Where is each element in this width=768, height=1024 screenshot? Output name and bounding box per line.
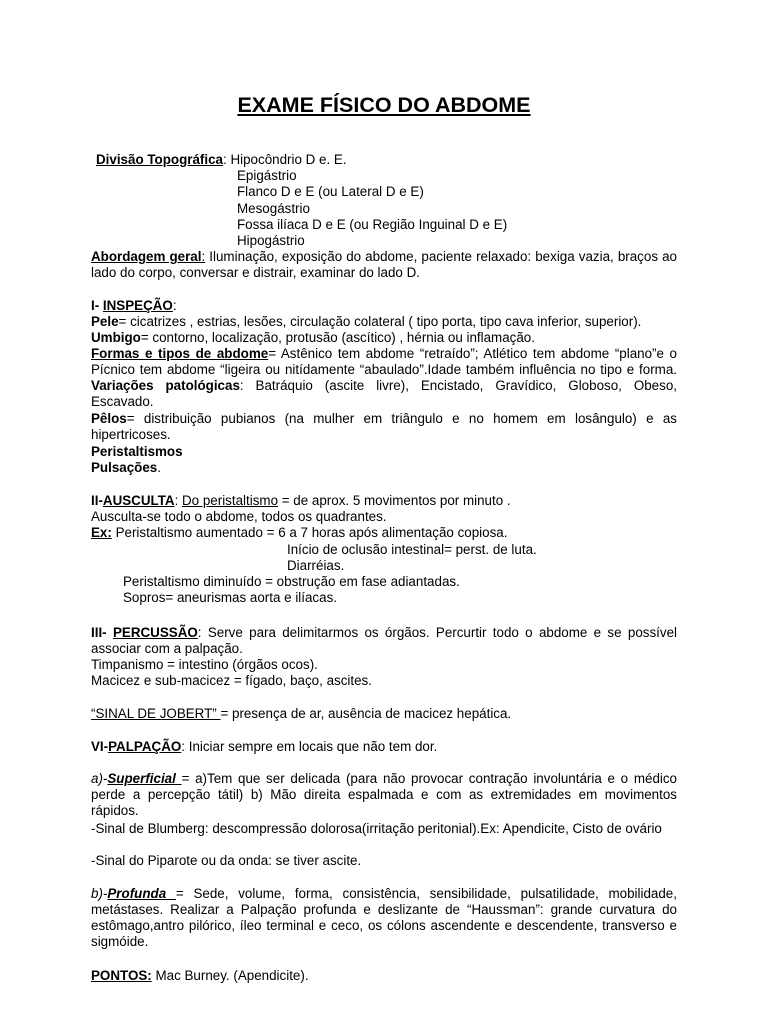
ausculta-sep: : <box>174 493 183 508</box>
percussao-paragraph <box>91 625 677 657</box>
palpacao-prefix: VI- <box>91 739 109 754</box>
percussao-text: : Serve para delimitarmos os órgãos. Percurtir todo o abdome e se possível associar com a palpação. <box>91 625 678 656</box>
inspecao-heading-line <box>91 298 177 314</box>
ausculta-text: = de aprox. 5 movimentos por minuto . <box>278 493 511 508</box>
pele-text: = cicatrizes , estrias, lesões, circulação colateral ( tipo porta, tipo cava inferior, superior). <box>118 314 642 329</box>
pelos-text: = distribuição pubianos (na mulher em triângulo e no homem em losângulo) e as hipertricoses. <box>91 411 677 442</box>
palpacao-heading-line <box>91 739 437 755</box>
profunda-prefix: b)- <box>91 886 108 901</box>
profunda-text: = Sede, volume, forma, consistência, sensibilidade, pulsatilidade, mobilidade, metástases. Realizar a Palpação profunda e deslizante de “Haussman”: grande curvatura do estômago,antro pilórico, íleo terminal e ceco, os cólons ascendente e descendente, transverso e sigmóide. <box>91 886 677 949</box>
ausculta-prefix: II- <box>91 493 103 508</box>
macicez-line: Macicez e sub-macicez = fígado, baço, ascites. <box>91 673 372 688</box>
formas-text: = Astênico tem abdome “retraído”; Atlético tem abdome “plano”e o Pícnico tem abdome “ligeira ou nitídamente “abaulado”.Idade também influência no tipo e forma. <box>91 346 678 377</box>
piparote-line: -Sinal do Piparote ou da onda: se tiver ascite. <box>91 853 362 868</box>
jobert-label: “SINAL DE JOBERT” <box>91 706 221 721</box>
variacoes-text: : Batráquio (ascite livre), Encistado, Gravídico, Globoso, Obeso, Escavado. <box>91 378 677 409</box>
formas-paragraph <box>91 346 677 410</box>
inspecao-heading: INSPEÇÃO <box>102 298 173 313</box>
topografia-item-1: Hipocôndrio D e. E. <box>230 152 347 167</box>
ausculta-diminuido: Peristaltismo diminuído = obstrução em fase adiantadas. <box>123 574 460 589</box>
pele-line <box>91 314 641 330</box>
percussao-heading: PERCUSSÃO <box>112 625 198 640</box>
ausculta-sopros: Sopros= aneurismas aorta e ilíacas. <box>123 590 337 605</box>
inspecao-colon: : <box>172 298 177 313</box>
topografia-item-5: Fossa ilíaca D e E (ou Região Inguinal D e E) <box>237 217 508 232</box>
umbigo-line <box>91 330 535 346</box>
timpanismo-line: Timpanismo = intestino (órgãos ocos). <box>91 657 318 672</box>
inspecao-prefix: I- <box>91 298 103 313</box>
topografia-item-3: Flanco D e E (ou Lateral D e E) <box>237 184 424 199</box>
blumberg-paragraph: -Sinal de Blumberg: descompressão dolorosa(irritação peritonial).Ex: Apendicite, Cisto de ovário <box>91 821 662 836</box>
ausculta-ex-cont1: Início de oclusão intestinal= perst. de luta. <box>287 542 537 557</box>
jobert-text: = presença de ar, ausência de macicez hepática. <box>220 706 512 721</box>
page-title: EXAME FÍSICO DO ABDOME <box>237 93 531 117</box>
pontos-label: PONTOS: <box>91 968 152 983</box>
umbigo-label: Umbigo <box>91 330 141 345</box>
ausculta-sub: Do peristaltismo <box>182 493 279 508</box>
topografia-line <box>96 152 347 168</box>
ausculta-ex-text: Peristaltismo aumentado = 6 a 7 horas após alimentação copiosa. <box>111 525 508 540</box>
abordagem-paragraph <box>91 249 677 281</box>
pontos-text: Mac Burney. (Apendicite). <box>151 968 309 983</box>
ausculta-example-line <box>91 525 507 541</box>
palpacao-text: : Iniciar sempre em locais que não tem dor. <box>181 739 438 754</box>
ausculta-ex-label: Ex: <box>91 525 112 540</box>
abordagem-label: Abordagem geral <box>91 249 202 264</box>
superficial-paragraph <box>91 771 677 819</box>
abordagem-text: Iluminação, exposição do abdome, paciente relaxado: bexiga vazia, braços ao lado do corpo, conversar e distrair, examinar do lado D. <box>91 249 677 280</box>
palpacao-heading: PALPAÇÃO <box>108 739 182 754</box>
topografia-label: Divisão Topográfica <box>96 152 223 167</box>
pulsacoes-tail: . <box>157 460 161 475</box>
jobert-line <box>91 706 511 722</box>
variacoes-label: Variações patológicas <box>91 378 240 393</box>
topografia-item-6: Hipogástrio <box>237 233 305 248</box>
pontos-line <box>91 968 309 984</box>
ausculta-line2: Ausculta-se todo o abdome, todos os quadrantes. <box>91 509 387 524</box>
percussao-prefix: III- <box>91 625 113 640</box>
umbigo-text: = contorno, localização, protusão (ascítico) , hérnia ou inflamação. <box>140 330 535 345</box>
superficial-prefix: a)- <box>91 771 108 786</box>
profunda-label: Profunda <box>107 886 176 901</box>
pelos-paragraph <box>91 411 677 443</box>
formas-label: Formas e tipos de abdome <box>91 346 269 361</box>
abordagem-colon: : <box>201 249 206 264</box>
ausculta-heading-line <box>91 493 511 509</box>
topografia-sep: : <box>223 152 231 167</box>
superficial-text: = a)Tem que ser delicada (para não provocar contração involuntária e o médico perde a percepção tátil) b) Mão direita espalmada e com as extremidades em movimentos rápidos. <box>91 771 678 818</box>
topografia-item-4: Mesogástrio <box>237 201 310 216</box>
pele-label: Pele <box>91 314 119 329</box>
profunda-paragraph <box>91 886 677 950</box>
ausculta-heading: AUSCULTA <box>102 493 175 508</box>
pulsacoes-label: Pulsações <box>91 460 158 475</box>
pulsacoes-line <box>91 460 161 476</box>
topografia-item-2: Epigástrio <box>237 168 297 183</box>
pelos-label: Pêlos <box>91 411 127 426</box>
ausculta-ex-cont2: Diarréias. <box>287 558 345 573</box>
superficial-label: Superficial <box>107 771 182 786</box>
peristaltismos-label: Peristaltismos <box>91 444 183 459</box>
